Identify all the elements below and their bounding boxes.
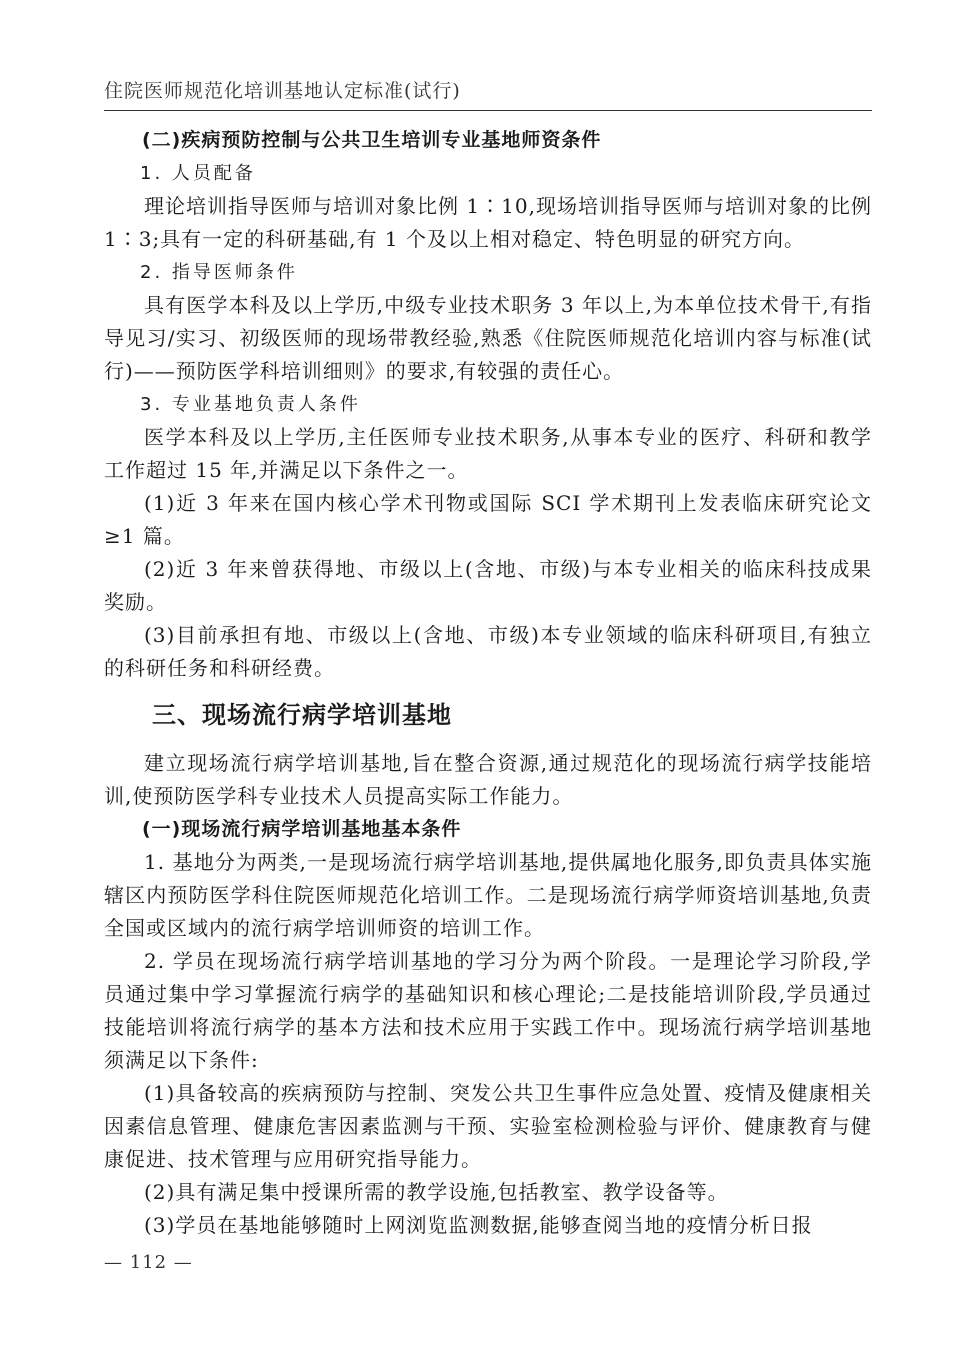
subsection-heading: (一)现场流行病学培训基地基本条件 bbox=[142, 818, 462, 840]
item-heading: 1. 人员配备 bbox=[140, 163, 256, 184]
section-heading: 三、现场流行病学培训基地 bbox=[152, 701, 452, 729]
document-body bbox=[104, 124, 872, 1242]
paragraph: 1. 基地分为两类,一是现场流行病学培训基地,提供属地化服务,即负责具体实施辖区内预防医学科住院医师规范化培训工作。二是现场流行病学师资培训基地,负责全国或区域内的流行病学培训师资的培训工作。 bbox=[104, 850, 872, 940]
item-heading: 2. 指导医师条件 bbox=[140, 262, 298, 283]
header-divider bbox=[104, 110, 872, 111]
item-heading: 3. 专业基地负责人条件 bbox=[140, 394, 361, 415]
paragraph: 具有医学本科及以上学历,中级专业技术职务 3 年以上,为本单位技术骨干,有指导见习/实习、初级医师的现场带教经验,熟悉《住院医师规范化培训内容与标准(试行)——预防医学科培训细则》的要求,有较强的责任心。 bbox=[104, 293, 872, 383]
paragraph: 理论培训指导医师与培训对象比例 1∶10,现场培训指导医师与培训对象的比例 1∶3;具有一定的科研基础,有 1 个及以上相对稳定、特色明显的研究方向。 bbox=[104, 194, 872, 251]
paragraph: (2)近 3 年来曾获得地、市级以上(含地、市级)与本专业相关的临床科技成果奖励。 bbox=[104, 557, 872, 614]
page-number: — 112 — bbox=[104, 1252, 193, 1273]
paragraph: (1)具备较高的疾病预防与控制、突发公共卫生事件应急处置、疫情及健康相关因素信息管理、健康危害因素监测与干预、实验室检测检验与评价、健康教育与健康促进、技术管理与应用研究指导能力。 bbox=[104, 1081, 872, 1171]
paragraph: 医学本科及以上学历,主任医师专业技术职务,从事本专业的医疗、科研和教学工作超过 15 年,并满足以下条件之一。 bbox=[104, 425, 872, 482]
paragraph: (3)目前承担有地、市级以上(含地、市级)本专业领域的临床科研项目,有独立的科研任务和科研经费。 bbox=[104, 623, 872, 680]
paragraph: 2. 学员在现场流行病学培训基地的学习分为两个阶段。一是理论学习阶段,学员通过集中学习掌握流行病学的基础知识和核心理论;二是技能培训阶段,学员通过技能培训将流行病学的基本方法和技术应用于实践工作中。现场流行病学培训基地须满足以下条件: bbox=[104, 949, 872, 1072]
paragraph: (2)具有满足集中授课所需的教学设施,包括教室、教学设备等。 bbox=[144, 1180, 729, 1204]
paragraph: (3)学员在基地能够随时上网浏览监测数据,能够查阅当地的疫情分析日报 bbox=[144, 1213, 813, 1237]
subsection-heading: (二)疾病预防控制与公共卫生培训专业基地师资条件 bbox=[142, 129, 602, 151]
paragraph: (1)近 3 年来在国内核心学术刊物或国际 SCI 学术期刊上发表临床研究论文≥1 篇。 bbox=[104, 491, 872, 548]
running-header: 住院医师规范化培训基地认定标准(试行) bbox=[104, 80, 461, 102]
paragraph: 建立现场流行病学培训基地,旨在整合资源,通过规范化的现场流行病学技能培训,使预防医学科专业技术人员提高实际工作能力。 bbox=[104, 751, 872, 808]
